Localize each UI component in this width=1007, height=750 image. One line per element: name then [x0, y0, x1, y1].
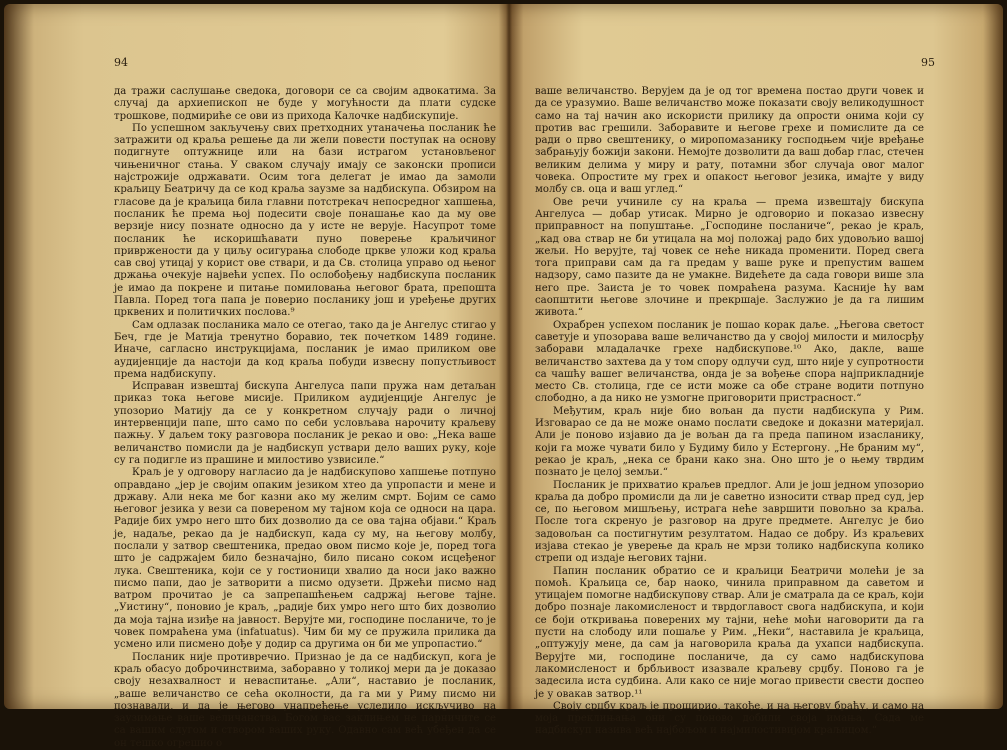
- paragraph: Посланик није противречио. Признао је да се надбискуп, кога је краљ обасуо доброчинствима, заборавно у толикој мери да је доказао своју незахвалност и неваспитање. „Али“, наставио је посланик, „ваше величанство се сећа околности, да га ми у Риму писмо ни познавали, и да је његово унапређење уследило искључиво на заузимање ваше величанства. Богом вас заклињем не парничите се са вашим слугом и створом ваших руку. Одавно сам већ убеђен да се он тешко огрешио о: [114, 651, 496, 749]
- paragraph: Међутим, краљ није био вољан да пусти надбискупа у Рим. Изговарао се да не може онамо послати сведоке и доказни материјал. Али је поново изјавио да је вољан да га преда папином изасланику, који га може чувати било у Будиму било у Естергону. „Не браним му“, рекао је краљ, „нека се брани како зна. Оно што је о њему тврдим познато је целој земљи.“: [535, 405, 924, 479]
- paragraph: да тражи саслушање сведока, договори се са својим адвокатима. За случај да архиепископ не буде у могућности да плати судске трошкове, подмириће се ови из прихода Калочке надбискупије.: [114, 86, 496, 122]
- paragraph: Охрабрен успехом посланик је пошао корак даље. „Његова светост саветује и упозорава ваше величанство да у својој милости и милосрђу заборави младалачке грехе надбискупове.¹⁰ Ако, дакле, ваше величанство захтева да у том спору одлучи суд, што није у супротности са чашћу вашег величанства, онда је за вођење спора најприкладније место Св. столица, где се исти може са обе стране водити потпуно слободно, а да нико не узмогне приговорити пристрасност.“: [535, 319, 924, 405]
- page-number-right: 95: [921, 56, 935, 69]
- paragraph: Своју срџбу краљ је проширио, такође, и на његову браћу, и само на моја преклињања они су поново добили своја имања. Сада ме надбискуп назива већ најбољом и најмилостивијом краљицом.“: [535, 700, 924, 737]
- paragraph: Посланик је прихватио краљев предлог. Али је још једном упозорио краља да добро промисли да ли је саветно износити ствар пред суд, јер се, по његовом мишљењу, истрага неће завршити повољно за краља. После тога скренуо је разговор на друге предмете. Ангелус је био задовољан са постигнутим резултатом. Надао се добру. Из краљевих изјава стекао је уверење да краљ не мрзи толико надбискупа колико стрепи од издаје његових тајни.: [535, 479, 924, 565]
- paragraph: Краљ је у одговору нагласио да је надбискупово хапшење потпуно оправдано „јер је својим опаким језиком хтео да упропасти и мене и државу. Али нека ме бог казни ако му желим смрт. Бојим се само његовог језика у вези са повереном му тајном која се односи на цара. Радије бих умро него што бих дозволио да се ова тајна објави.“ Краљ је, надаље, рекао да је надбискуп, када су му, на његову молбу, послали у затвор свештеника, предао овом писмо које је, поред тога што је садржајем било безначајно, било писано соком исцеђеног лука. Свештеника, који се у гостионици хвалио да носи јако важно писмо папи, дао је затворити а писмо одузети. Држећи писмо над ватром прочитао је са запрепашћењем садржај његове тајне. „Уистину“, поновио је краљ, „радије бих умро него што бих дозволио да моја тајна изиђе на јавност. Верујте ми, господине посланиче, то је човек помраћена ума (infatuatus). Чим би му се пружила прилика да усмено или писмено дође у додир са другима он би ме упропастио.“: [114, 467, 496, 651]
- paragraph: Ове речи учиниле су на краља — према извештају бискупа Ангелуса — добар утисак. Мирно је одговорио и показао извесну приправност на попуштање. „Господине посланиче“, рекао је краљ, „кад ова ствар не би утицала на мој положај радо бих удовољио вашој жељи. Но верујте, тај човек се неће никада променити. Поред свега тога приправи сам да га предам у ваше руке и препустим вашем надзору, само пазите да не умакне. Видећете да сада говори више зла него пре. Заиста је то човек помраћена разума. Касније ћу вам саопштити његове злочине и прекршаје. Заслужио је да га лишим живота.“: [535, 196, 924, 319]
- left-page-text: [114, 86, 496, 750]
- right-page-text: [535, 86, 924, 738]
- paragraph: Папин посланик обратио се и краљици Беатричи молећи је за помоћ. Краљица се, бар наоко, чинила приправном да саветом и утицајем помогне надбискупову ствар. Али је сматрала да се краљ, који добро познаје лакомисленост и тврдоглавост свога надбискупа, и који се боји откривања поверених му тајни, неће моћи наговорити да га пусти на слободу или пошаље у Рим. „Неки“, наставила је краљица, „оптужују мене, да сам ја наговорила краља да ухапси надбискупа. Верујте ми, господине посланиче, да су само надбискупова лакомисленост и брбљивост изазвале краљеву срџбу. Поново га је задесила иста судбина. Али како се није могао привести свести доспео је у овакав затвор.¹¹: [535, 565, 924, 700]
- paragraph: ваше величанство. Верујем да је од тог времена постао други човек и да се уразумио. Ваше величанство може показати своју великодушност само на тај начин ако искористи прилику да опрости онима који су против вас грешили. Заборавите и његове грехе и помислите да се ради о прво свештенику, о миропомазанику господњем чије вређање забрањују божији закони. Немојте дозволити да ваш добар глас, стечен великим делима у миру и рату, потамни због случаја овог малог човека. Опростите му грех и опакост његовог језика, имајте у виду молбу св. оца и ваш углед.“: [535, 86, 924, 196]
- paragraph: Исправан извештај бискупа Ангелуса папи пружа нам детаљан приказ тока његове мисије. Приликом аудијенције Ангелус је упозорио Матију да се у конкретном случају ради о личној интервенцији папе, што само по себи условљава нарочиту краљеву пажњу. У даљем току разговора посланик је рекао и ово: „Нека ваше величанство помисли да је надбискуп уствари дело ваших руку, које су га подигле из прашине и милостиво узвисиле.“: [114, 381, 496, 466]
- page-number-left: 94: [114, 56, 128, 69]
- paragraph: По успешном закључењу свих претходних утаначења посланик ће затражити од краља решење да ли жели повести поступак на основу подигнуте оптужнице или на бази истрагом установљеног чињеничног стања. У сваком случају имају се законски прописи најстрожије одржавати. Осим тога делегат је имао да замоли краљицу Беатричу да се код краља заузме за надбискупа. Обзиром на гласове да је краљица била главни потстрекач непосредног хапшења, посланик ће према њој подесити своје понашање као да му ове верзије нису познате односно да у исте не верује. Насупрот томе посланик ће искоришћавати пуно поверење краљичиног привржености да у циљу осигурања слободе цркве уложи код краља сав свој утицај у корист ове ствари, и да Св. столица управо од њеног држања очекује највећи успех. По ослобођењу надбискупа посланик је имао да покрене и питање помиловања његовог брата, препошта Павла. Поред тога папа је поверио посланику још и уређење других црквених и политичких послова.⁹: [114, 122, 496, 319]
- open-book: [4, 4, 1003, 749]
- paragraph: Сам одлазак посланика мало се отегао, тако да је Ангелус стигао у Беч, где је Матија тренутно боравио, тек почетком 1489 године. Иначе, сагласно инструкцијама, посланик је имао приликом ове аудијенције да настоји да код краља побуди извесну попустљивост према надбискупу.: [114, 319, 496, 380]
- right-page: [509, 4, 1003, 737]
- left-page: [4, 4, 509, 749]
